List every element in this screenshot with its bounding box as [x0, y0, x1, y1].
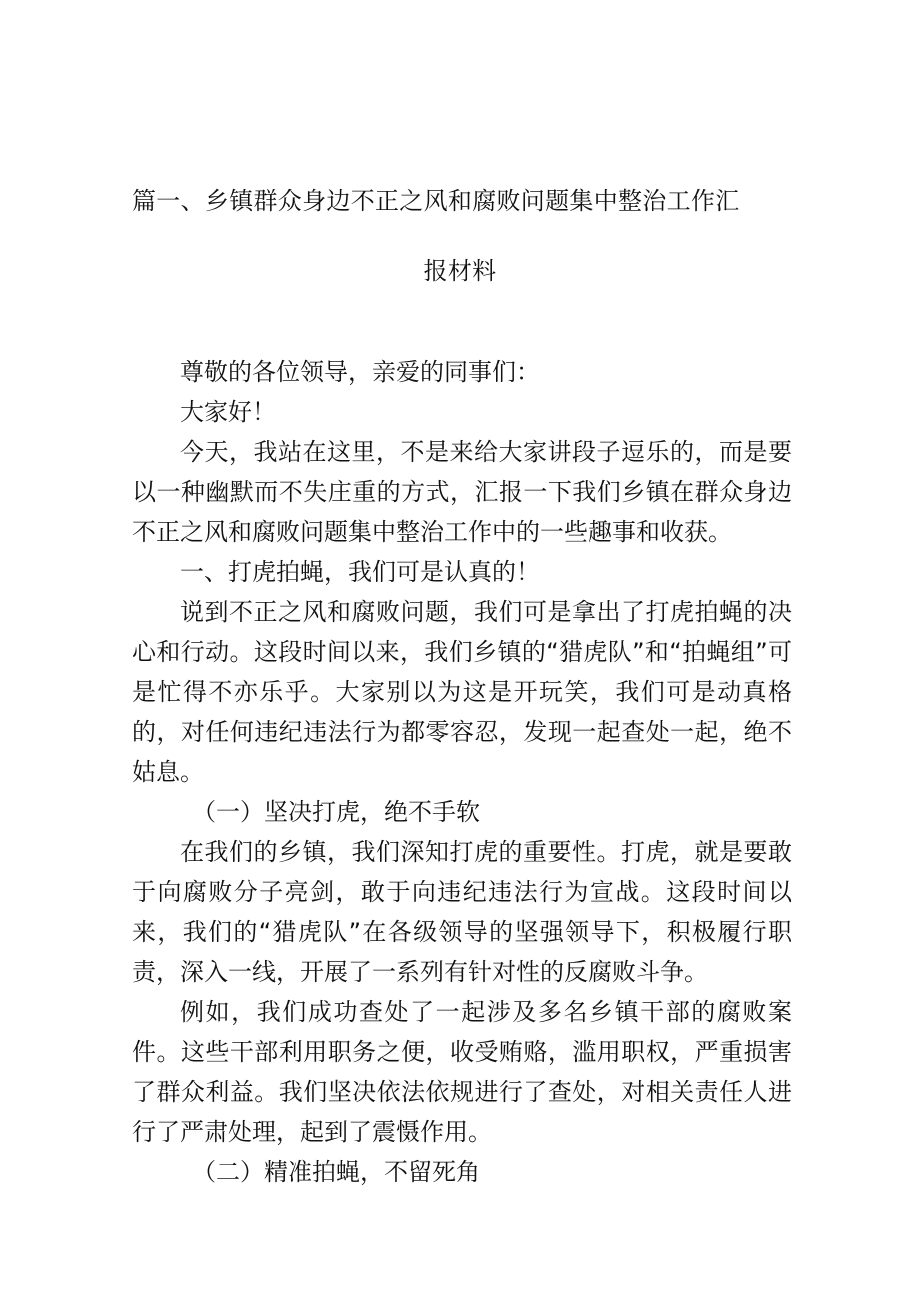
document-title-line-1: 篇一、乡镇群众身边不正之风和腐败问题集中整治工作汇 — [132, 187, 740, 215]
section-1-paragraph: 说到不正之风和腐败问题，我们可是拿出了打虎拍蝇的决心和行动。这段时间以来，我们乡镇的“猎虎队”和“拍蝇组”可是忙得不亦乐乎。大家别以为这是开玩笑，我们可是动真格的，对任何违纪违法行为都零容忍，发现一起查处一起，绝不姑息。 — [132, 598, 792, 786]
document-title-line-2: 报材料 — [423, 257, 497, 285]
section-heading-1: 一、打虎拍蝇，我们可是认真的！ — [180, 558, 540, 586]
subsection-1-paragraph-2: 例如，我们成功查处了一起涉及多名乡镇干部的腐败案件。这些干部利用职务之便，收受贿赂，滥用职权，严重损害了群众利益。我们坚决依法依规进行了查处，对相关责任人进行了严肃处理，起到了震慑作用。 — [132, 998, 792, 1146]
subsection-heading-2: （二）精准拍蝇，不留死角 — [192, 1158, 480, 1186]
greeting: 大家好！ — [180, 398, 276, 426]
document-body — [132, 352, 792, 1192]
salutation: 尊敬的各位领导，亲爱的同事们： — [180, 358, 540, 386]
intro-paragraph: 今天，我站在这里，不是来给大家讲段子逗乐的，而是要以一种幽默而不失庄重的方式，汇报一下我们乡镇在群众身边不正之风和腐败问题集中整治工作中的一些趣事和收获。 — [132, 438, 792, 546]
subsection-1-paragraph-1: 在我们的乡镇，我们深知打虎的重要性。打虎，就是要敢于向腐败分子亮剑，敢于向违纪违法行为宣战。这段时间以来，我们的“猎虎队”在各级领导的坚强领导下，积极履行职责，深入一线，开展了一系列有针对性的反腐败斗争。 — [132, 838, 792, 986]
subsection-heading-1: （一）坚决打虎，绝不手软 — [192, 798, 480, 826]
